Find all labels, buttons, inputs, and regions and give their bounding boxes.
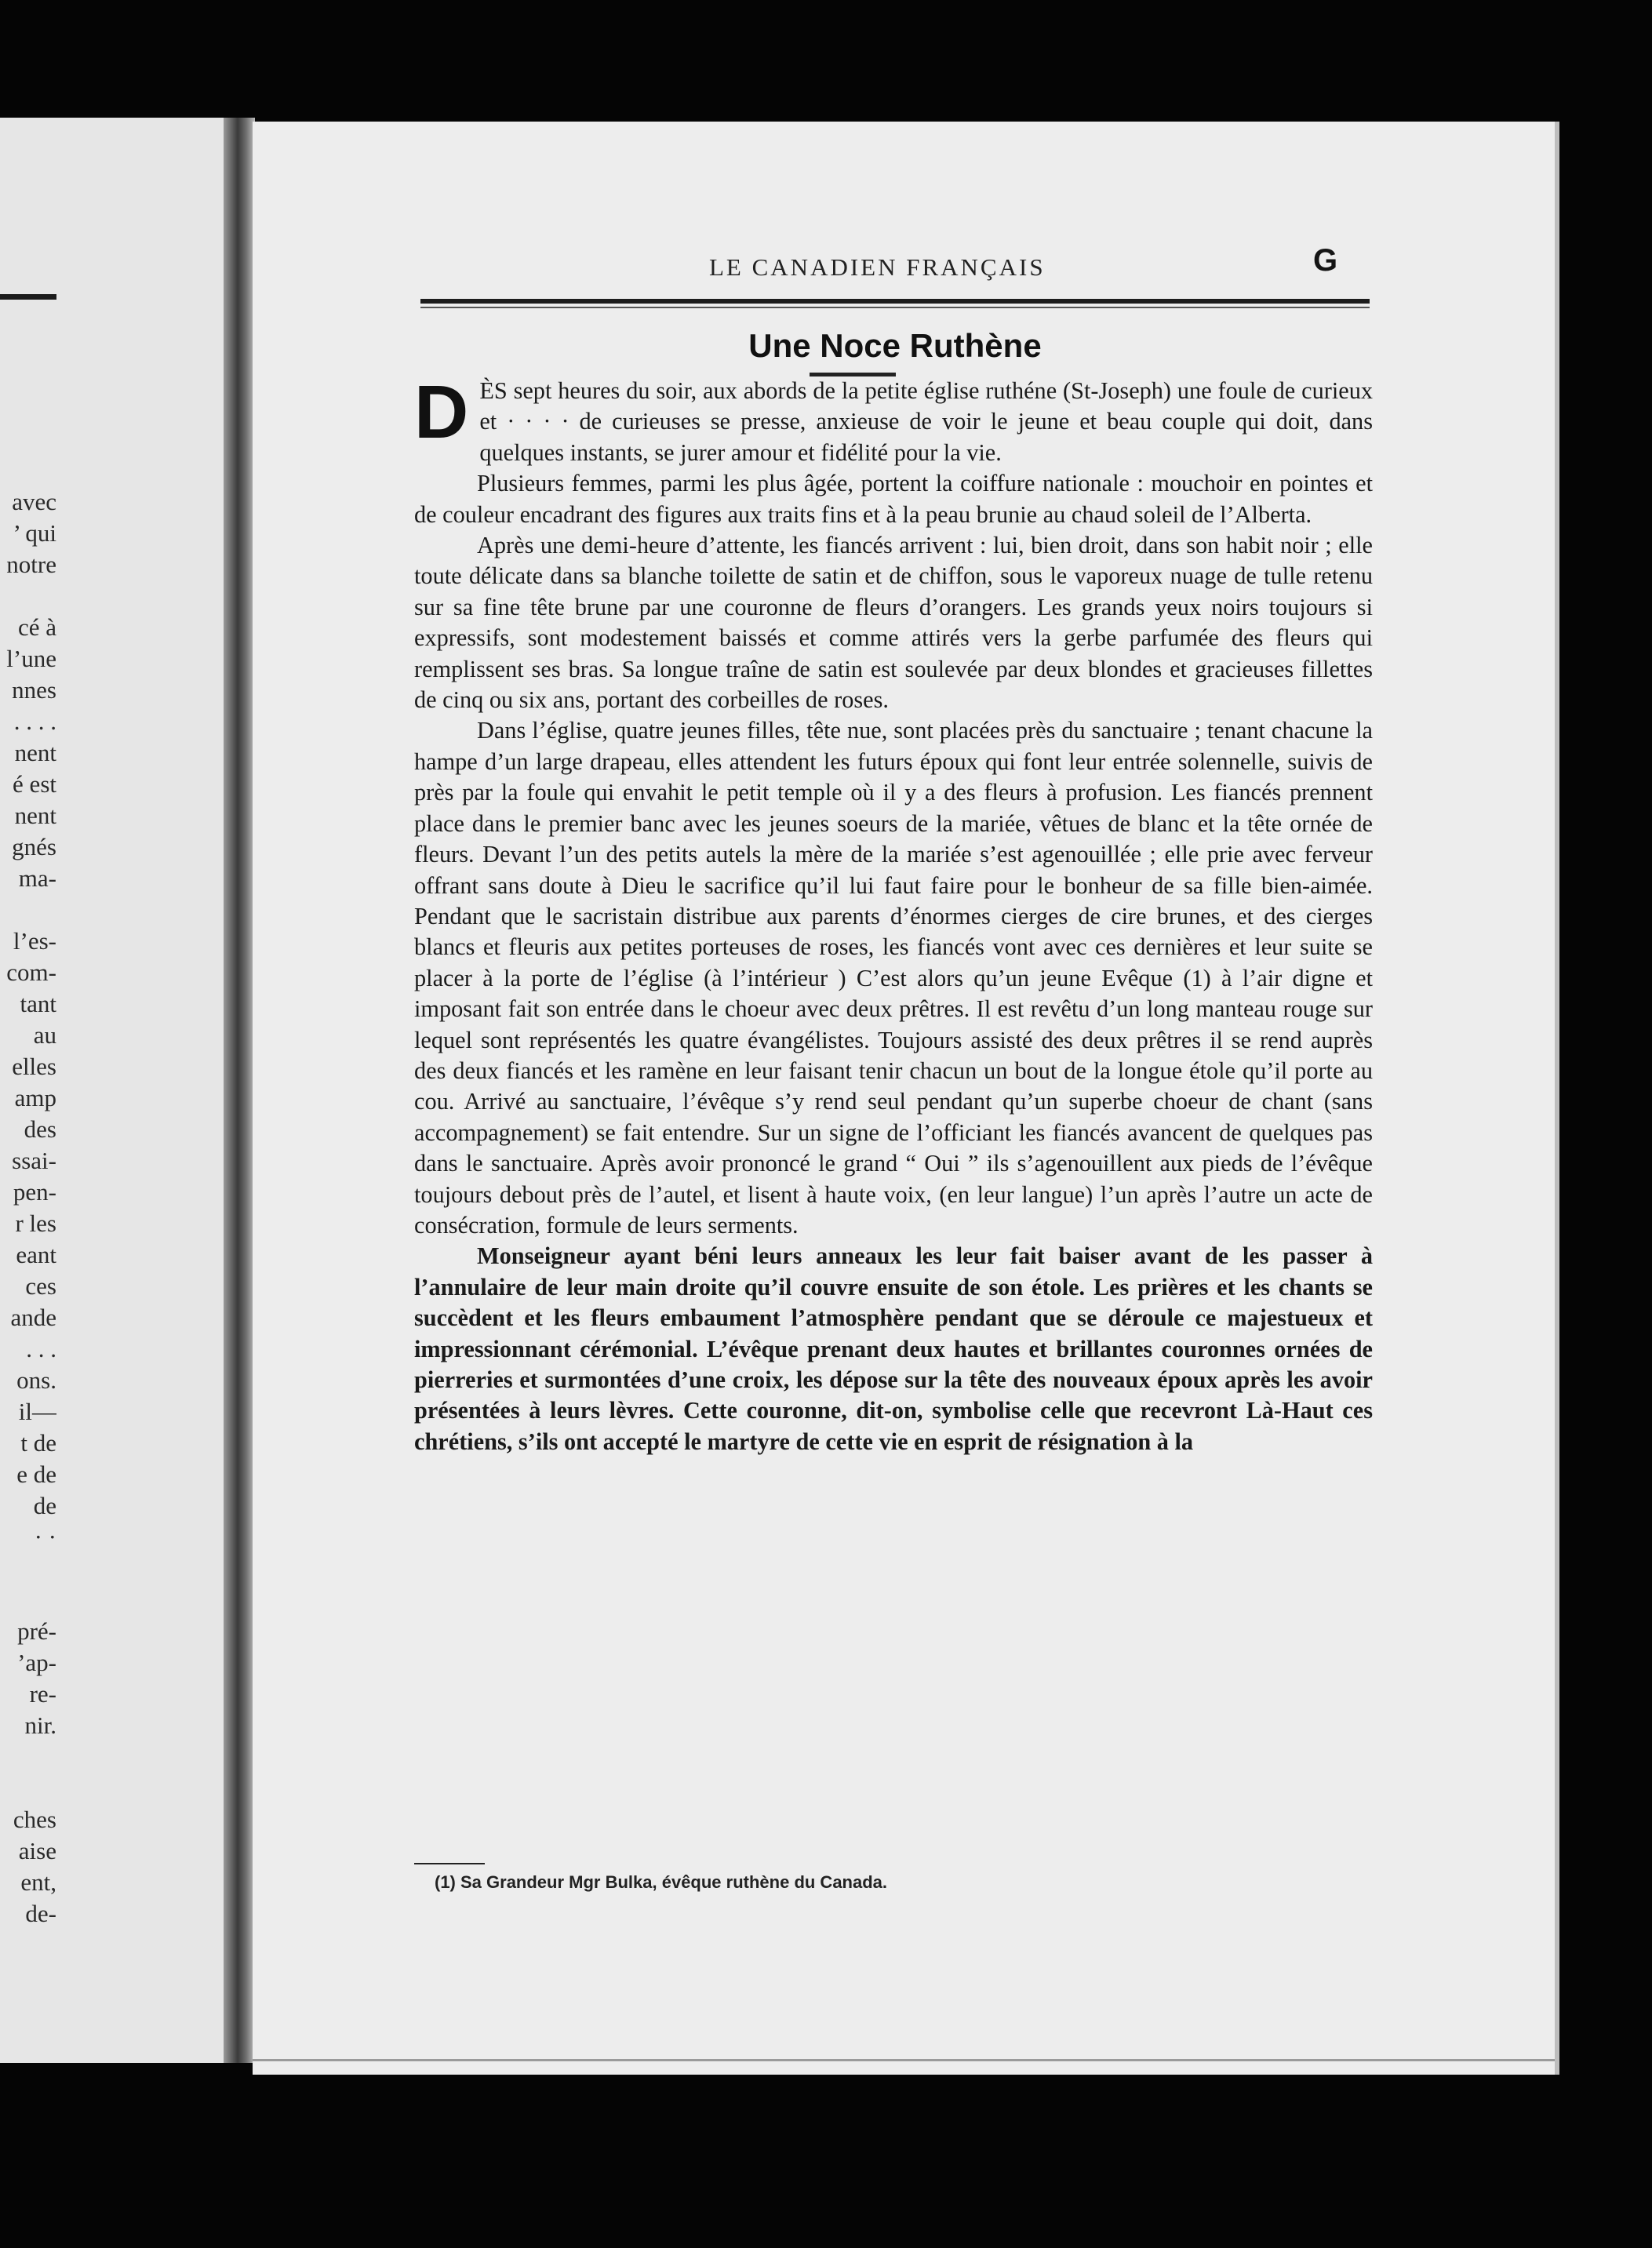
previous-page-fragment: elles [12, 1053, 56, 1080]
paragraph: Dans l’église, quatre jeunes filles, tête nue, sont placées près du sanctuaire ; tenant chacune la hampe d’un large drapeau, elles attendent les futurs époux qui font leur entrée solennelle, suivis de près par la foule qui envahit le petit temple où il y a des fleurs à profusion. Les fiancés prennent place dans le premier banc avec les jeunes soeurs de la mariée, vêtues de blanc et la tête ornée de fleurs. Devant l’un des petits autels la mère de la mariée s’est agenouillée ; elle prie avec ferveur offrant sans doute à Dieu le sacrifice qu’il lui faut faire pour le bonheur de sa fille bien-aimée. Pendant que le sacristain distribue aux parents d’énormes cierges de cire brunes, et des cierges blancs et fleuris aux petites porteuses de roses, les fiancés vont avec ces dernières et leur suite se placer à la porte de l’église (à l’intérieur ) C’est alors qu’un jeune Evêque (1) à l’air digne et imposant fait son entrée dans le choeur avec deux prêtres. Il est revêtu d’un long manteau rouge sur lequel sont représentés les quatre évangélistes. Toujours assisté des deux prêtres il se rend auprès des deux fiancés et les ramène en leur faisant tenir chacun un bout de la longue étole qu’il porte au cou. Arrivé au sanctuaire, l’évêque s’y rend seul pendant qu’un superbe choeur de chant (sans accompagnement) se fait entendre. Sur un signe de l’officiant les fiancés avancent de quelques pas dans le sanctuaire. Après avoir prononcé le grand “ Oui ” ils s’agenouillent aux pieds de l’évêque toujours debout près de l’autel, et lisent à haute voix, (en leur langue) l’un après l’autre un acte de consécration, formule de leurs serments. [414, 717, 1373, 1239]
previous-page-fragment [0, 1741, 56, 1773]
previous-page-fragment: l’une [6, 645, 56, 672]
paragraph: Monseigneur ayant béni leurs anneaux les leur fait baiser avant de les passer à l’annulaire de leur main droite qu’il couvre ensuite de son étole. Les prières et les chants se succèdent et les fleurs embaument l’atmosphère pendant que se déroule ce majestueux et impressionnant cérémonial. L’évêque prenant deux hautes et brillantes couronnes ornées de pierreries et surmontées d’une croix, les dépose sur la tête des nouveaux époux après les avoir présentées à leurs lèvres. Cette couronne, dit-on, symbolise celle que recevront Là-Haut ces chrétiens, s’ils ont accepté le martyre de cette vie en esprit de résignation à la [414, 1242, 1373, 1455]
paragraph: Plusieurs femmes, parmi les plus âgée, portent la coiffure nationale : mouchoir en pointes et de couleur encadrant des figures aux traits fins et à la peau brunie au chaud soleil de l’Alberta. [414, 470, 1373, 528]
previous-page-fragment: com- [6, 958, 56, 986]
previous-page-fragment: au [33, 1021, 56, 1049]
page-bottom-edge [253, 2059, 1555, 2061]
previous-page-fragment: cé à [17, 613, 56, 641]
previous-page-text-fragments [0, 486, 56, 1930]
footnote-rule [414, 1863, 485, 1864]
previous-page-fragment: re- [29, 1680, 56, 1708]
previous-page-fragment: t de [20, 1429, 56, 1457]
previous-page-fragment: de [33, 1492, 56, 1519]
previous-page-fragment [0, 1553, 56, 1584]
previous-page-fragment: e de [16, 1460, 56, 1488]
previous-page-fragment: é est [13, 770, 56, 798]
drop-cap: D [414, 370, 469, 454]
previous-page-fragment: ssai- [12, 1147, 56, 1174]
previous-page-fragment: . . . . [13, 708, 56, 735]
previous-page-fragment: ches [13, 1806, 56, 1833]
previous-page-fragment: amp [14, 1084, 56, 1111]
previous-page-fragment: avec [12, 488, 56, 515]
previous-page-fragment: il— [18, 1398, 56, 1425]
previous-page-fragment: ande [10, 1304, 56, 1331]
paragraph: Après une demi-heure d’attente, les fiancés arrivent : lui, bien droit, dans son habit noir ; elle toute délicate dans sa blanche toilette de satin et de chiffon, sous le vaporeux nuage de tulle retenu sur sa fine tête brune par une couronne de fleurs d’orangers. Les grands yeux noirs toujours si expressifs, sont modestement baissés et comme attirés vers la gerbe parfumée des fleurs qui remplissent ses bras. Sa longue traîne de satin est soulevée par deux blondes et gracieuses fillettes de cinq ou six ans, portant des corbeilles de roses. [414, 532, 1373, 714]
previous-page-rule [0, 294, 56, 300]
magazine-page [253, 122, 1555, 2075]
previous-page-fragment: l’es- [13, 927, 56, 955]
previous-page-fragment: de- [25, 1900, 56, 1927]
previous-page-fragment: nent [14, 739, 56, 766]
previous-page-fragment: notre [6, 551, 56, 578]
previous-page-fragment: ’ap- [17, 1649, 56, 1676]
previous-page-fragment [0, 894, 56, 926]
previous-page-fragment: des [24, 1115, 56, 1143]
page-letter: G [1313, 243, 1338, 278]
running-title: LE CANADIEN FRANÇAIS [709, 253, 1046, 281]
header-rule [420, 299, 1370, 304]
previous-page-fragment [0, 580, 56, 612]
previous-page [0, 118, 224, 2063]
previous-page-fragment: ent, [20, 1868, 56, 1896]
article-title: Une Noce Ruthène [748, 327, 1042, 364]
previous-page-fragment: ’ qui [13, 519, 56, 547]
previous-page-fragment: gnés [12, 833, 56, 860]
previous-page-fragment: aise [18, 1837, 56, 1864]
previous-page-fragment: · · [34, 1523, 56, 1551]
book-spine [224, 118, 255, 2063]
previous-page-fragment [0, 1773, 56, 1804]
previous-page-fragment [0, 1584, 56, 1616]
previous-page-fragment: nnes [12, 676, 56, 704]
previous-page-fragment: ons. [16, 1366, 56, 1394]
previous-page-fragment: r les [15, 1209, 56, 1237]
footnote: (1) Sa Grandeur Mgr Bulka, évêque ruthène du Canada. [435, 1872, 888, 1892]
previous-page-fragment: ces [25, 1272, 56, 1300]
previous-page-fragment: pen- [13, 1178, 56, 1206]
previous-page-fragment: nent [14, 802, 56, 829]
previous-page-fragment: . . . [26, 1335, 56, 1362]
article-body [414, 370, 1373, 1457]
previous-page-fragment: tant [20, 990, 56, 1017]
header-rule-thin [420, 307, 1370, 308]
previous-page-fragment: eant [16, 1241, 56, 1268]
previous-page-fragment: pré- [17, 1617, 56, 1645]
previous-page-fragment: ma- [18, 864, 56, 892]
paragraph: DÈS sept heures du soir, aux abords de la petite église ruthéne (St-Joseph) une foule de curieux et · · · · de curieuses se presse, anxieuse de voir le jeune et beau couple qui doit, dans quelques instants, se jurer amour et fidélité pour la vie. [414, 370, 1373, 466]
previous-page-fragment: nir. [24, 1711, 56, 1739]
